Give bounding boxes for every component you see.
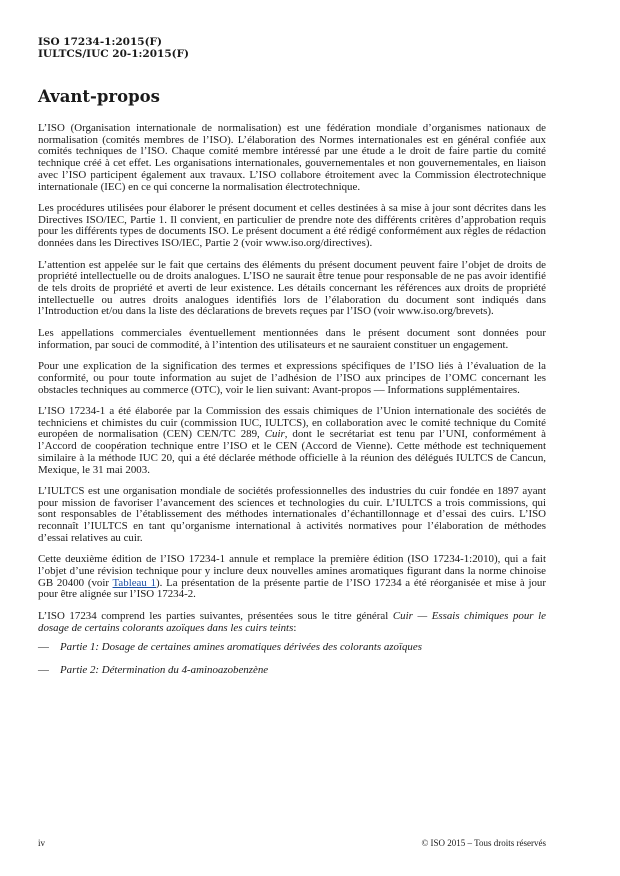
paragraph-iultcs: L’IULTCS est une organisation mondiale de sociétés professionnelles des industries du cuir fondée en 1897 ayant pour mission de favoriser l’avancement des sciences et technologies du cuir. L’IULTCS a trois commissions, qui sont responsables de l’établissement des méthodes internationales d’échantillonnage et d’essai des cuirs. L’ISO reconnaît l’IULTCS en tant qu’organisme international à activités normatives pour l’élaboration de méthodes d’essai relatives au cuir. [38, 485, 546, 544]
list-item [38, 664, 546, 676]
parts-list [38, 641, 546, 676]
paragraph-edition-text-a: Cette deuxième édition de l’ISO 17234-1 annule et remplace la première édition (ISO 17234-1:2010), qui a fait l’objet d’une révision technique pour y inclure deux nouvelles amines aromatiques figurant dans la norme chinoise GB 20400 (voir [38, 553, 546, 589]
standard-number: ISO 17234-1:2015(F) [38, 36, 162, 48]
paragraph-conformity: Pour une explication de la signification des termes et expressions spécifiques de l’ISO liés à l’évaluation de la conformité, ou pour toute information au sujet de l’adhésion de l’ISO aux principes de l’OMC concernant les obstacles techniques au commerce (OTC), voir le lien suivant: Avant-propos — Informations supplémentaires. [38, 360, 546, 396]
paragraph-committee-text-b: , dont le secrétariat est tenu par l’UNI, conformément à l’Accord de coopération technique entre l’ISO et le CEN (Accord de Vienne). Cette méthode est techniquement similaire à la méthode IUC 20, qui a été déclarée méthode officielle à la réunion des délégués IULTCS de Cancun, Mexique, le 31 mai 2003. [38, 428, 547, 476]
paragraph-iso-organisation: L’ISO (Organisation internationale de normalisation) est une fédération mondiale d’organismes nationaux de normalisation (comités membres de l’ISO). L’élaboration des Normes internationales est en général confiée aux comités techniques de l’ISO. Chaque comité membre intéressé par une étude a le droit de faire partie du comité technique créé à cet effet. Les organisations internationales, gouvernementales et non gouvernementales, en liaison avec l’ISO participent également aux travaux. L’ISO collabore étroitement avec la Commission électrotechnique internationale (IEC) en ce qui concerne la normalisation électrotechnique. [38, 122, 546, 193]
general-title-emphasis: Cuir — Essais chimiques pour le dosage de certains colorants azoïques dans les cuirs teints [38, 609, 546, 634]
paragraph-committee-emphasis: Cuir [264, 428, 285, 441]
standard-number-iultcs: IULTCS/IUC 20-1:2015(F) [38, 48, 190, 60]
paragraph-edition [38, 554, 546, 601]
paragraph-edition-text-b: ). La présentation de la présente partie de l’ISO 17234 a été réorganisée et mise à jour pour être alignée sur l’ISO 17234-2. [38, 576, 546, 601]
dash-bullet: — [38, 641, 49, 654]
dash-bullet: — [38, 664, 49, 677]
part-1-title: Partie 1: Dosage de certaines amines aromatiques dérivées des colorants azoïques [60, 641, 422, 654]
paragraph-parts-intro [38, 611, 546, 634]
paragraph-committee-text-a: L’ISO 17234-1 a été élaborée par la Commission des essais chimiques de l’Union internationale des sociétés de techniciens et chimistes du cuir (commission IUC, IULTCS), en collaboration avec le comité technique du Comité européen de normalisation (CEN) CEN/TC 289, [38, 405, 546, 441]
page-title: Avant-propos [38, 87, 160, 106]
paragraph-patent-rights: L’attention est appelée sur le fait que certains des éléments du présent document peuvent faire l’objet de droits de propriété intellectuelle ou de droits analogues. L’ISO ne saurait être tenue pour responsable de ne pas avoir identifié de tels droits de propriété et averti de leur existence. Les détails concernant les références aux droits de propriété intellectuelle ou autres droits analogues identifiés lors de l’élaboration du document sont indiqués dans l’Introduction et/ou dans la liste des déclarations de brevets reçues par l’ISO (voir www.iso.org/brevets). [38, 258, 546, 318]
paragraph-committee [38, 406, 546, 476]
copyright-notice: © ISO 2015 – Tous droits réservés [421, 838, 546, 848]
paragraph-parts-text-b: : [293, 621, 297, 634]
part-2-title: Partie 2: Détermination du 4-aminoazobenzène [60, 664, 269, 677]
paragraph-parts-text-a: L’ISO 17234 comprend les parties suivantes, présentées sous le titre général [38, 609, 393, 622]
list-item [38, 641, 546, 653]
table-1-link[interactable]: Tableau 1 [112, 576, 157, 589]
paragraph-procedures: Les procédures utilisées pour élaborer le présent document et celles destinées à sa mise à jour sont décrites dans les Directives ISO/IEC, Partie 1. Il convient, en particulier de prendre note des différents critères d’approbation requis pour les différents types de documents ISO. Le présent document a été rédigé conformément aux règles de rédaction données dans les Directives ISO/IEC, Partie 2 (voir www.iso.org/directives). [38, 202, 546, 250]
paragraph-trade-names: Les appellations commerciales éventuellement mentionnées dans le présent document sont données pour information, par souci de commodité, à l’intention des utilisateurs et ne sauraient constituer un engagement. [38, 326, 546, 351]
page-number: iv [38, 838, 46, 848]
foreword-body [38, 123, 546, 676]
